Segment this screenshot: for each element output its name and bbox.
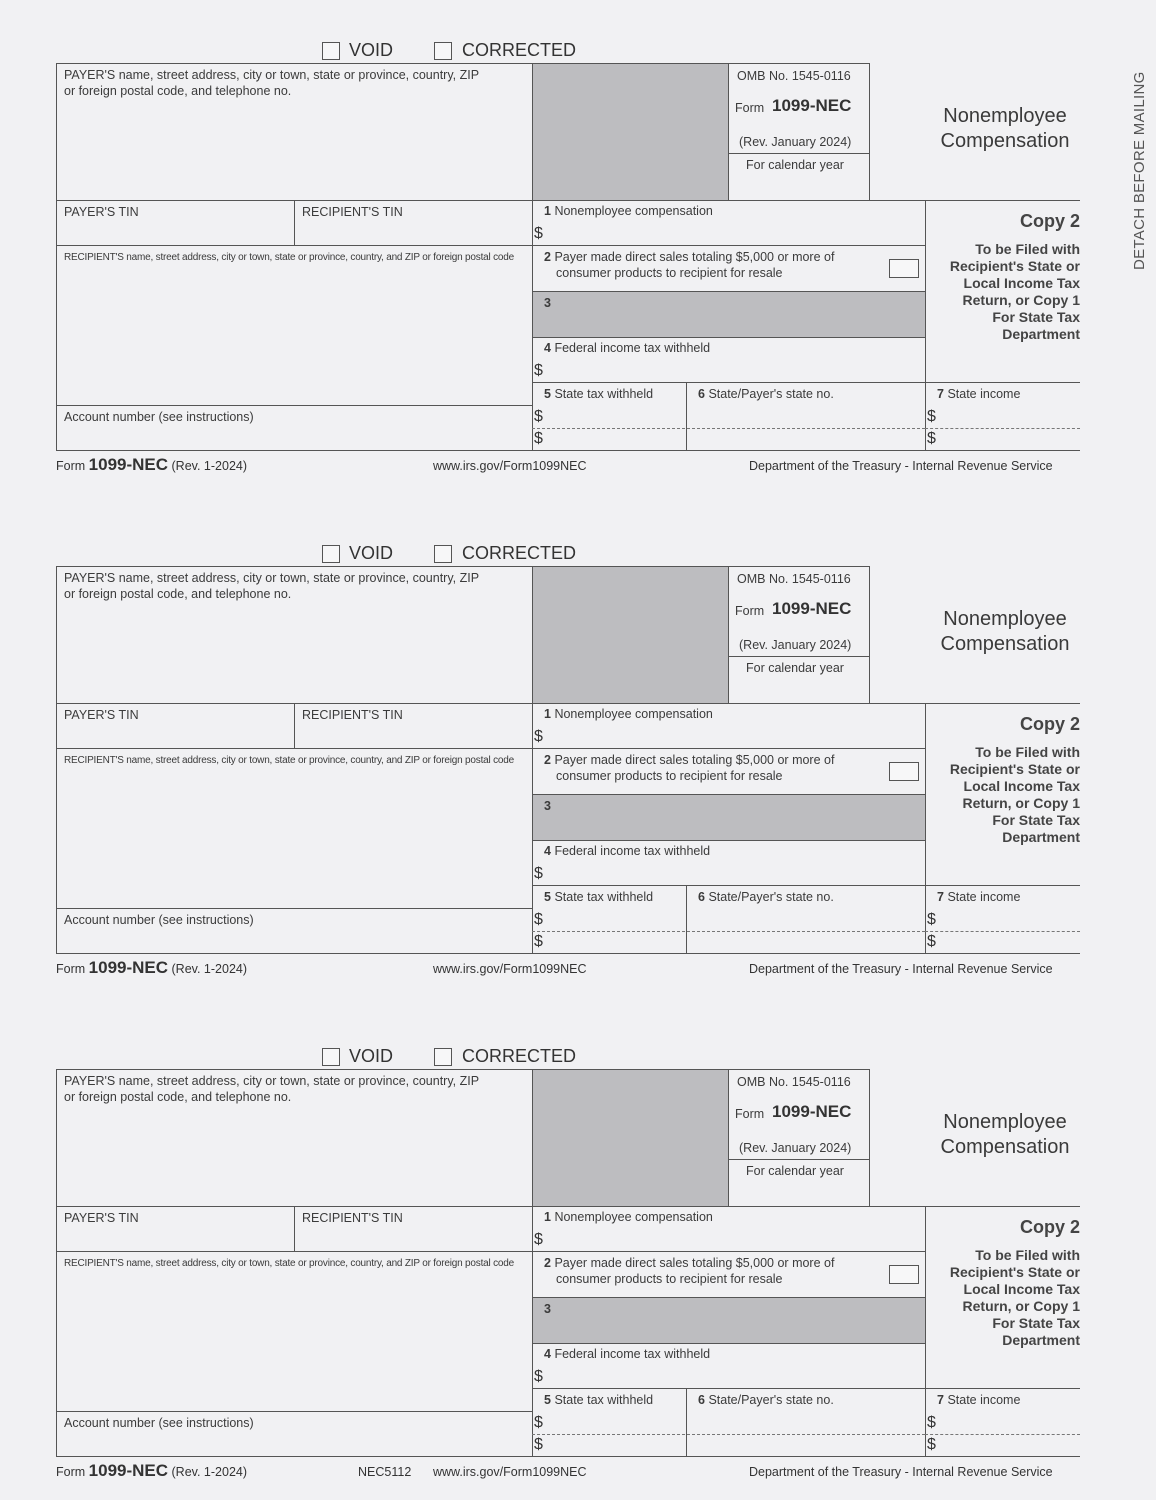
form-number: 1099-NEC [772, 1102, 852, 1121]
box7-label: 7 State income [937, 1393, 1021, 1407]
recipient-tin-label: RECIPIENT'S TIN [302, 708, 403, 722]
form-number: 1099-NEC [772, 599, 852, 618]
payer-tin-label: PAYER'S TIN [64, 205, 139, 219]
void-label: VOID [349, 1046, 394, 1066]
box4-label: 4 Federal income tax withheld [544, 844, 711, 858]
payer-name-label: PAYER'S name, street address, city or town, state or province, country, ZIP [64, 1074, 480, 1088]
box6-label: 6 State/Payer's state no. [698, 890, 834, 904]
revision: (Rev. January 2024) [739, 1141, 852, 1155]
revision: (Rev. January 2024) [739, 135, 852, 149]
copy-label: Copy 2 [1019, 714, 1080, 734]
corrected-label: CORRECTED [462, 1046, 577, 1066]
corrected-label: CORRECTED [462, 40, 577, 60]
footer-department: Department of the Treasury - Internal Revenue Service [749, 1465, 1053, 1479]
box7-dollar-1: $ [927, 1414, 936, 1431]
footer-website: www.irs.gov/Form1099NEC [433, 1465, 587, 1479]
box2-label-2: consumer products to recipient for resale [556, 769, 783, 783]
box6-label: 6 State/Payer's state no. [698, 387, 834, 401]
payer-tin-label: PAYER'S TIN [64, 708, 139, 722]
shaded-area [533, 1070, 728, 1206]
box2-checkbox[interactable] [889, 259, 919, 278]
void-checkbox[interactable] [322, 42, 340, 60]
box2-label: 2 Payer made direct sales totaling $5,000 or more of [544, 250, 835, 264]
form-word: Form [735, 604, 765, 618]
form-1099-nec [0, 503, 1156, 977]
shaded-area [533, 567, 728, 703]
account-number-label: Account number (see instructions) [64, 1416, 254, 1430]
calendar-year-label: For calendar year [746, 1164, 844, 1178]
void-checkbox[interactable] [322, 1048, 340, 1066]
recipient-name-label: RECIPIENT'S name, street address, city or town, state or province, country, and ZIP or foreign postal code [64, 252, 514, 263]
box4-dollar: $ [534, 1368, 543, 1385]
footer-department: Department of the Treasury - Internal Revenue Service [749, 459, 1053, 473]
box3-shaded [533, 795, 925, 840]
box2-label-2: consumer products to recipient for resale [556, 1272, 783, 1286]
box2-label: 2 Payer made direct sales totaling $5,000 or more of [544, 753, 835, 767]
box2-checkbox[interactable] [889, 1265, 919, 1284]
calendar-year-label: For calendar year [746, 661, 844, 675]
filing-instructions: To be Filed with Recipient's State or Local Income Tax Return, or Copy 1 For State Tax Department [949, 744, 1080, 845]
corrected-label: CORRECTED [462, 543, 577, 563]
calendar-year-label: For calendar year [746, 158, 844, 172]
footer-form-id: Form 1099-NEC (Rev. 1-2024) [56, 455, 248, 474]
form-1099-nec [0, 1006, 1156, 1480]
box5-dollar-2: $ [534, 1436, 543, 1453]
corrected-checkbox[interactable] [434, 545, 452, 563]
account-number-label: Account number (see instructions) [64, 913, 254, 927]
footer-form-id: Form 1099-NEC (Rev. 1-2024) [56, 1461, 248, 1480]
box1-label: 1 Nonemployee compensation [544, 707, 713, 721]
recipient-name-label: RECIPIENT'S name, street address, city or town, state or province, country, and ZIP or foreign postal code [64, 755, 514, 766]
box7-label: 7 State income [937, 890, 1021, 904]
revision: (Rev. January 2024) [739, 638, 852, 652]
payer-name-label-2: or foreign postal code, and telephone no. [64, 1090, 292, 1104]
box2-label: 2 Payer made direct sales totaling $5,000 or more of [544, 1256, 835, 1270]
box7-label: 7 State income [937, 387, 1021, 401]
box4-label: 4 Federal income tax withheld [544, 1347, 711, 1361]
filing-instructions: To be Filed with Recipient's State or Local Income Tax Return, or Copy 1 For State Tax Department [949, 1247, 1080, 1348]
box5-dollar-2: $ [534, 933, 543, 950]
box3-shaded [533, 292, 925, 337]
box3-label: 3 [544, 1302, 551, 1316]
corrected-checkbox[interactable] [434, 42, 452, 60]
box5-dollar-1: $ [534, 1414, 543, 1431]
payer-name-label-2: or foreign postal code, and telephone no. [64, 587, 292, 601]
box3-shaded [533, 1298, 925, 1343]
form-title: Nonemployee Compensation [940, 105, 1070, 152]
corrected-checkbox[interactable] [434, 1048, 452, 1066]
omb-number: OMB No. 1545-0116 [737, 572, 851, 586]
copy-label: Copy 2 [1019, 211, 1080, 231]
form-word: Form [735, 1107, 765, 1121]
box5-label: 5 State tax withheld [544, 387, 654, 401]
omb-number: OMB No. 1545-0116 [737, 69, 851, 83]
box4-label: 4 Federal income tax withheld [544, 341, 711, 355]
box7-dollar-2: $ [927, 1436, 936, 1453]
box2-label-2: consumer products to recipient for resale [556, 266, 783, 280]
box5-label: 5 State tax withheld [544, 890, 654, 904]
footer-form-id: Form 1099-NEC (Rev. 1-2024) [56, 958, 248, 977]
box1-dollar: $ [534, 225, 543, 242]
payer-name-label: PAYER'S name, street address, city or town, state or province, country, ZIP [64, 571, 480, 585]
box4-dollar: $ [534, 865, 543, 882]
box7-dollar-1: $ [927, 911, 936, 928]
detach-notice: DETACH BEFORE MAILING [1131, 71, 1148, 270]
filing-instructions: To be Filed with Recipient's State or Local Income Tax Return, or Copy 1 For State Tax Department [949, 241, 1080, 342]
recipient-name-label: RECIPIENT'S name, street address, city or town, state or province, country, and ZIP or foreign postal code [64, 1258, 514, 1269]
recipient-tin-label: RECIPIENT'S TIN [302, 205, 403, 219]
form-title: Nonemployee Compensation [940, 1111, 1070, 1158]
box7-dollar-2: $ [927, 430, 936, 447]
omb-number: OMB No. 1545-0116 [737, 1075, 851, 1089]
recipient-tin-label: RECIPIENT'S TIN [302, 1211, 403, 1225]
box5-dollar-2: $ [534, 430, 543, 447]
box5-dollar-1: $ [534, 408, 543, 425]
void-label: VOID [349, 543, 394, 563]
form-word: Form [735, 101, 765, 115]
box6-label: 6 State/Payer's state no. [698, 1393, 834, 1407]
box4-dollar: $ [534, 362, 543, 379]
box1-dollar: $ [534, 728, 543, 745]
box1-dollar: $ [534, 1231, 543, 1248]
form-number: 1099-NEC [772, 96, 852, 115]
void-checkbox[interactable] [322, 545, 340, 563]
void-label: VOID [349, 40, 394, 60]
form-1099-nec [0, 0, 1156, 474]
form-title: Nonemployee Compensation [940, 608, 1070, 655]
box7-dollar-1: $ [927, 408, 936, 425]
box7-dollar-2: $ [927, 933, 936, 950]
box3-label: 3 [544, 799, 551, 813]
copy-label: Copy 2 [1019, 1217, 1080, 1237]
shaded-area [533, 64, 728, 200]
box5-label: 5 State tax withheld [544, 1393, 654, 1407]
footer-website: www.irs.gov/Form1099NEC [433, 962, 587, 976]
footer-website: www.irs.gov/Form1099NEC [433, 459, 587, 473]
box2-checkbox[interactable] [889, 762, 919, 781]
account-number-label: Account number (see instructions) [64, 410, 254, 424]
box1-label: 1 Nonemployee compensation [544, 204, 713, 218]
box1-label: 1 Nonemployee compensation [544, 1210, 713, 1224]
payer-name-label: PAYER'S name, street address, city or town, state or province, country, ZIP [64, 68, 480, 82]
box3-label: 3 [544, 296, 551, 310]
payer-tin-label: PAYER'S TIN [64, 1211, 139, 1225]
footer-department: Department of the Treasury - Internal Revenue Service [749, 962, 1053, 976]
payer-name-label-2: or foreign postal code, and telephone no. [64, 84, 292, 98]
stock-code: NEC5112 [358, 1465, 412, 1479]
box5-dollar-1: $ [534, 911, 543, 928]
